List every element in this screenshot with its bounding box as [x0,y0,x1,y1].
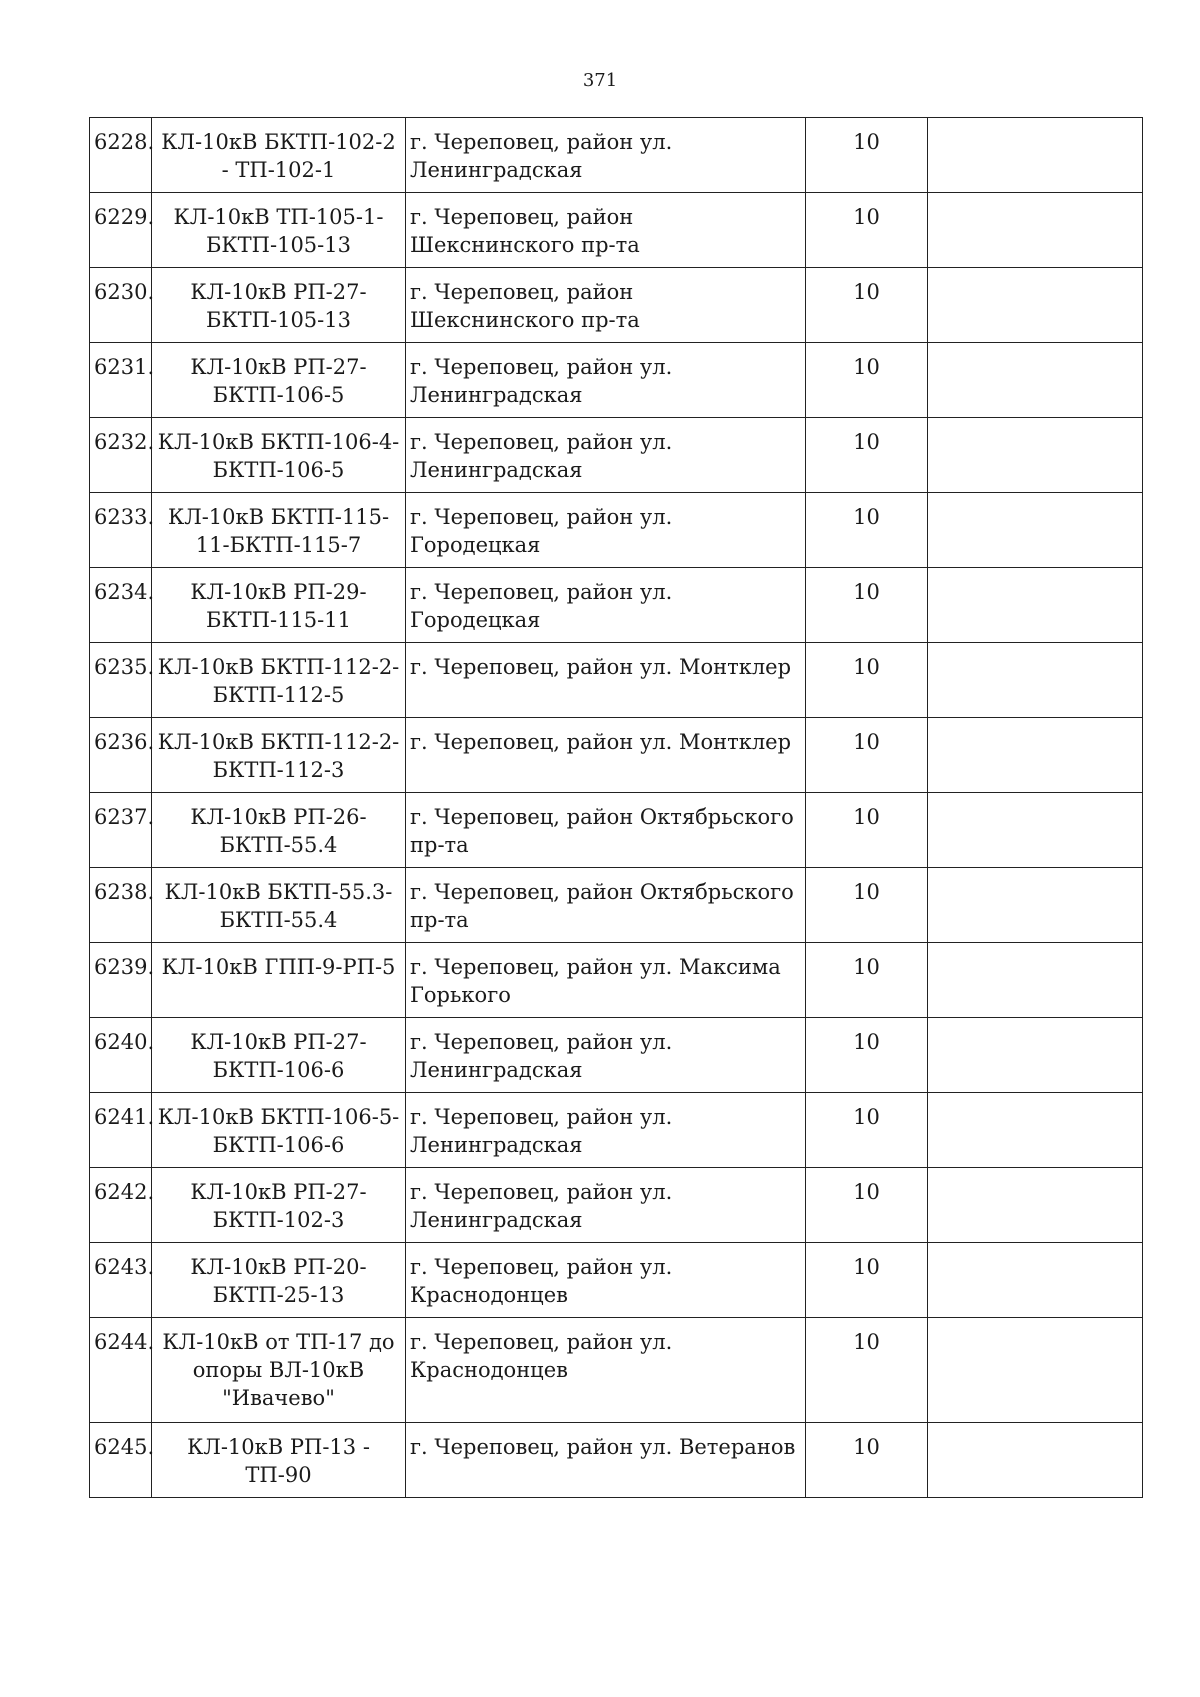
table-row [90,1018,1143,1093]
line-address: г. Череповец, район Шекснинского пр-та [406,193,806,268]
empty-cell [928,868,1143,943]
line-address: г. Череповец, район ул. Ленинградская [406,1168,806,1243]
line-name: КЛ-10кВ РП-27-БКТП-102-3 [152,1168,406,1243]
row-number: 6245. [90,1423,152,1498]
empty-cell [928,268,1143,343]
empty-cell [928,718,1143,793]
table-row [90,1318,1143,1423]
row-number: 6240. [90,1018,152,1093]
voltage-value: 10 [806,643,928,718]
line-address: г. Череповец, район ул. Городецкая [406,493,806,568]
line-name: КЛ-10кВ БКТП-55.3-БКТП-55.4 [152,868,406,943]
table-row [90,1168,1143,1243]
row-number: 6230. [90,268,152,343]
empty-cell [928,343,1143,418]
line-address: г. Череповец, район ул. Краснодонцев [406,1243,806,1318]
empty-cell [928,193,1143,268]
table-row [90,1423,1143,1498]
voltage-value: 10 [806,418,928,493]
row-number: 6233. [90,493,152,568]
table-row [90,493,1143,568]
table-row [90,268,1143,343]
table-row [90,718,1143,793]
line-name: КЛ-10кВ БКТП-106-4-БКТП-106-5 [152,418,406,493]
empty-cell [928,1423,1143,1498]
row-number: 6229. [90,193,152,268]
empty-cell [928,1243,1143,1318]
empty-cell [928,1093,1143,1168]
line-name: КЛ-10кВ ГПП-9-РП-5 [152,943,406,1018]
empty-cell [928,643,1143,718]
row-number: 6241. [90,1093,152,1168]
table-row [90,418,1143,493]
table-row [90,1093,1143,1168]
line-address: г. Череповец, район ул. Городецкая [406,568,806,643]
line-name: КЛ-10кВ РП-27-БКТП-106-5 [152,343,406,418]
row-number: 6232. [90,418,152,493]
line-address: г. Череповец, район ул. Ленинградская [406,118,806,193]
voltage-value: 10 [806,793,928,868]
line-address: г. Череповец, район Шекснинского пр-та [406,268,806,343]
line-name: КЛ-10кВ БКТП-112-2-БКТП-112-5 [152,643,406,718]
voltage-value: 10 [806,1093,928,1168]
line-name: КЛ-10кВ РП-20-БКТП-25-13 [152,1243,406,1318]
line-address: г. Череповец, район Октябрьского пр-та [406,868,806,943]
row-number: 6236. [90,718,152,793]
line-name: КЛ-10кВ БКТП-112-2-БКТП-112-3 [152,718,406,793]
line-address: г. Череповец, район ул. Краснодонцев [406,1318,806,1423]
voltage-value: 10 [806,943,928,1018]
empty-cell [928,1318,1143,1423]
row-number: 6242. [90,1168,152,1243]
line-address: г. Череповец, район ул. Монтклер [406,643,806,718]
voltage-value: 10 [806,343,928,418]
line-name: КЛ-10кВ БКТП-115-11-БКТП-115-7 [152,493,406,568]
empty-cell [928,493,1143,568]
line-address: г. Череповец, район Октябрьского пр-та [406,793,806,868]
row-number: 6239. [90,943,152,1018]
row-number: 6231. [90,343,152,418]
line-address: г. Череповец, район ул. Монтклер [406,718,806,793]
row-number: 6235. [90,643,152,718]
row-number: 6243. [90,1243,152,1318]
line-address: г. Череповец, район ул. Максима Горького [406,943,806,1018]
row-number: 6234. [90,568,152,643]
empty-cell [928,118,1143,193]
table-row [90,193,1143,268]
line-address: г. Череповец, район ул. Ленинградская [406,1093,806,1168]
voltage-value: 10 [806,193,928,268]
line-name: КЛ-10кВ БКТП-102-2 - ТП-102-1 [152,118,406,193]
line-address: г. Череповец, район ул. Ветеранов [406,1423,806,1498]
empty-cell [928,1018,1143,1093]
voltage-value: 10 [806,1243,928,1318]
registry-table-body [90,118,1143,1498]
line-name: КЛ-10кВ БКТП-106-5-БКТП-106-6 [152,1093,406,1168]
voltage-value: 10 [806,568,928,643]
page-number: 371 [582,70,618,91]
empty-cell [928,568,1143,643]
table-row [90,568,1143,643]
line-name: КЛ-10кВ РП-29-БКТП-115-11 [152,568,406,643]
voltage-value: 10 [806,1018,928,1093]
line-address: г. Череповец, район ул. Ленинградская [406,1018,806,1093]
line-name: КЛ-10кВ ТП-105-1-БКТП-105-13 [152,193,406,268]
line-name: КЛ-10кВ от ТП-17 до опоры ВЛ-10кВ "Ивачево" [152,1318,406,1423]
table-row [90,343,1143,418]
voltage-value: 10 [806,1423,928,1498]
row-number: 6228. [90,118,152,193]
line-name: КЛ-10кВ РП-26-БКТП-55.4 [152,793,406,868]
voltage-value: 10 [806,493,928,568]
voltage-value: 10 [806,1168,928,1243]
table-row [90,868,1143,943]
empty-cell [928,418,1143,493]
table-row [90,643,1143,718]
line-name: КЛ-10кВ РП-13 - ТП-90 [152,1423,406,1498]
table-row [90,118,1143,193]
row-number: 6244. [90,1318,152,1423]
empty-cell [928,943,1143,1018]
row-number: 6238. [90,868,152,943]
table-row [90,1243,1143,1318]
voltage-value: 10 [806,868,928,943]
row-number: 6237. [90,793,152,868]
registry-table [89,117,1143,1498]
line-address: г. Череповец, район ул. Ленинградская [406,343,806,418]
voltage-value: 10 [806,1318,928,1423]
voltage-value: 10 [806,268,928,343]
line-name: КЛ-10кВ РП-27-БКТП-105-13 [152,268,406,343]
table-row [90,943,1143,1018]
voltage-value: 10 [806,118,928,193]
line-name: КЛ-10кВ РП-27-БКТП-106-6 [152,1018,406,1093]
empty-cell [928,1168,1143,1243]
voltage-value: 10 [806,718,928,793]
line-address: г. Череповец, район ул. Ленинградская [406,418,806,493]
table-row [90,793,1143,868]
empty-cell [928,793,1143,868]
